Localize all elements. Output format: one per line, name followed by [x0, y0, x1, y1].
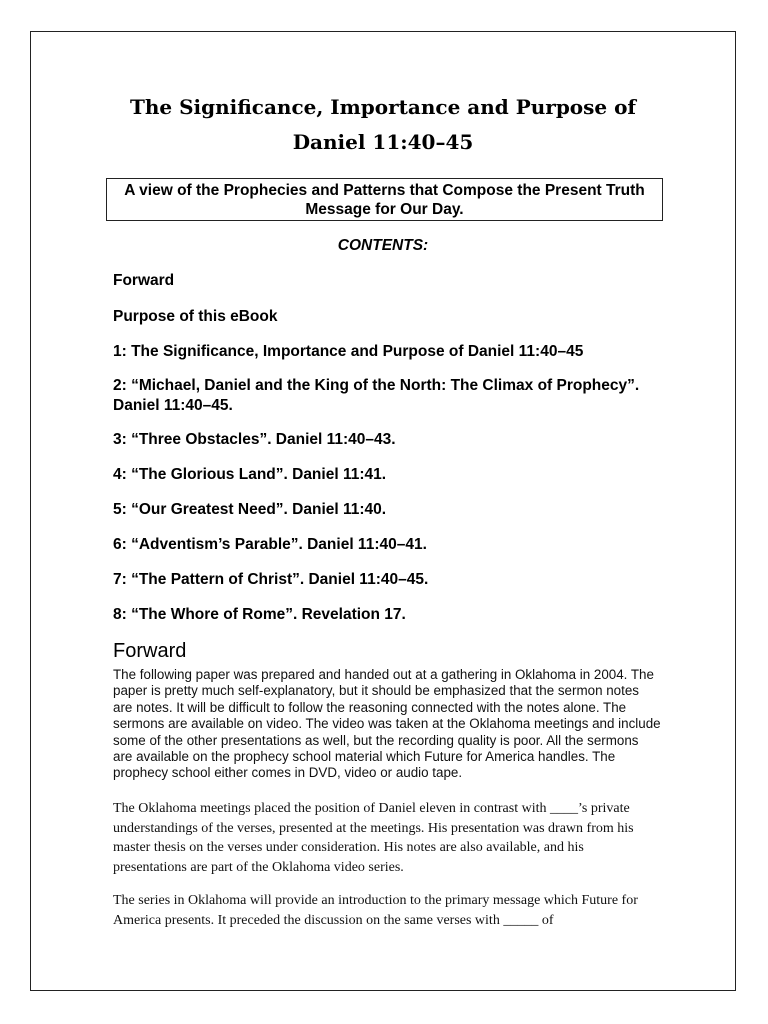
toc-item-chapter-6[interactable]: 6: “Adventism’s Parable”. Daniel 11:40–41.	[113, 536, 427, 553]
toc-item-chapter-3[interactable]: 3: “Three Obstacles”. Daniel 11:40–43.	[113, 431, 396, 448]
toc-item-chapter-2[interactable]: 2: “Michael, Daniel and the King of the North: The Climax of Prophecy”. Daniel 11:40–45.	[113, 377, 640, 414]
toc-item-chapter-5[interactable]: 5: “Our Greatest Need”. Daniel 11:40.	[113, 501, 387, 518]
toc-item-forward[interactable]: Forward	[113, 272, 175, 289]
document-title-line-2: Daniel 11:40–45	[292, 130, 474, 154]
toc-item-chapter-8[interactable]: 8: “The Whore of Rome”. Revelation 17.	[113, 606, 406, 623]
forward-heading: Forward	[113, 640, 187, 662]
toc-item-chapter-1[interactable]: 1: The Significance, Importance and Purpose of Daniel 11:40–45	[113, 343, 584, 360]
document-title-line-1: The Significance, Importance and Purpose of	[129, 95, 637, 119]
subtitle-box: A view of the Prophecies and Patterns that Compose the Present Truth Message for Our Day.	[106, 178, 663, 221]
toc-item-purpose[interactable]: Purpose of this eBook	[113, 308, 278, 325]
forward-paragraph-2: The Oklahoma meetings placed the position of Daniel eleven in contrast with ____’s private understandings of the verses, presented at the meetings. His presentation was drawn from his master thesis on the verses under consideration. His notes are also available, and his presentations are part of the Oklahoma video series.	[113, 801, 634, 875]
forward-paragraph-3: The series in Oklahoma will provide an introduction to the primary message which Future for America presents. It preceded the discussion on the same verses with _____ of	[113, 893, 638, 928]
toc-item-chapter-4[interactable]: 4: “The Glorious Land”. Daniel 11:41.	[113, 466, 387, 483]
forward-paragraph-1: The following paper was prepared and handed out at a gathering in Oklahoma in 2004. The paper is pretty much self-explanatory, but it should be emphasized that the sermon notes are notes. It will be difficult to follow the reasoning connected with the notes alone. The sermons are available on video. The video was taken at the Oklahoma meetings and include some of the other presentations as well, but the recording quality is poor. All the sermons are available on the prophecy school material which Future for America handles. The prophecy school either comes in DVD, video or audio tape.	[113, 667, 661, 781]
toc-item-chapter-7[interactable]: 7: “The Pattern of Christ”. Daniel 11:40–45.	[113, 571, 429, 588]
contents-heading: CONTENTS:	[337, 237, 429, 254]
